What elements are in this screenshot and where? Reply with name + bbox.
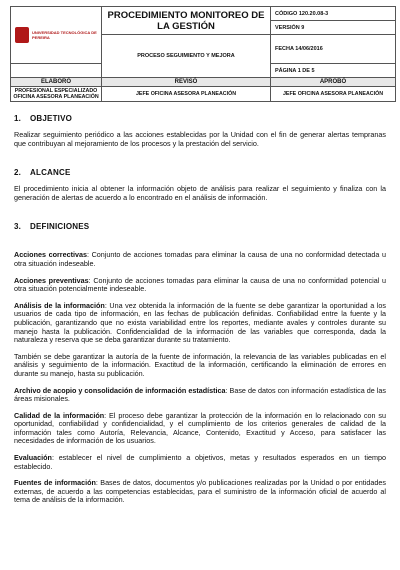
institution-logo-icon bbox=[15, 27, 29, 43]
page-number: PÁGINA 1 DE 5 bbox=[271, 64, 396, 78]
definition-item: Evaluación: establecer el nivel de cumplimiento a objetivos, metas y resultados esperados en un tiempo establecido. bbox=[14, 453, 386, 471]
document-code: CÓDIGO 120.20.08-3 bbox=[271, 7, 396, 21]
objetivo-text: Realizar seguimiento periódico a las acciones establecidas por la Unidad con el fin de generar alertas tempranas que contribuyan al mejoramiento de los procesos y la prestación del servicio. bbox=[14, 130, 386, 148]
document-header-table bbox=[10, 6, 396, 102]
section-title-alcance: 2. ALCANCE bbox=[14, 168, 71, 178]
reviso-value: JEFE OFICINA ASESORA PLANEACIÓN bbox=[102, 87, 271, 102]
section-title-definiciones: 3. DEFINICIONES bbox=[14, 222, 90, 232]
definition-item: Análisis de la información: Una vez obtenida la información de la fuente se debe garantizar la oportunidad a los usuarios de cada tipo de información, en las fechas de publicación definidas. Confiabilidad entre la fuente y la publicación, garantizando que no exista variabilidad entre los reportes, mediante avales y controles durante su manejo hasta la publicación. Confidencialidad de la información de las variables que corresponda, dada la naturaleza y reserva que se deba garantizar durante su tratamiento. bbox=[14, 300, 386, 345]
logo-cell-bottom bbox=[11, 64, 102, 78]
definition-item: Acciones preventivas: Conjunto de acciones tomadas para eliminar la causa de una no conformidad potencial u otra situación potencialmente indeseable. bbox=[14, 275, 386, 294]
document-date: FECHA 14/06/2016 bbox=[271, 35, 396, 64]
definition-item: Archivo de acopio y consolidación de información estadística: Base de datos con información estadística de las áreas misionales. bbox=[14, 385, 386, 404]
logo-cell bbox=[11, 7, 102, 64]
elaboro-header: ELABORÓ bbox=[11, 78, 102, 87]
definition-item: Calidad de la información: El proceso debe garantizar la protección de la información en lo relacionado con su oportunidad, confiabilidad y confidencialidad, y el cumplimiento de los criterios generales de calidad de la información tales como Autoría, Relevancia, Alcance, Contenido, Exactitud y Acceso, para satisfacer las necesidades de información de los usuarios. bbox=[14, 410, 386, 446]
aprobo-header: APROBÓ bbox=[271, 78, 396, 87]
alcance-text: El procedimiento inicia al obtener la información objeto de análisis para realizar el seguimiento y finaliza con la generación de alertas de acuerdo a lo encontrado en el análisis de información. bbox=[14, 184, 386, 202]
aprobo-value: JEFE OFICINA ASESORA PLANEACIÓN bbox=[271, 87, 396, 102]
definition-item: También se debe garantizar la autoría de la fuente de información, la relevancia de las variables publicadas en el análisis y seguimiento de la información. Exactitud de la información, certificando la eliminación de errores en durante su manejo, hasta su publicación. bbox=[14, 351, 386, 378]
definition-item: Acciones correctivas: Conjunto de acciones tomadas para eliminar la causa de una no conformidad detectada u otra situación indeseable. bbox=[14, 250, 386, 268]
section-title-objetivo: 1. OBJETIVO bbox=[14, 114, 73, 123]
elaboro-value: PROFESIONAL ESPECIALIZADO OFICINA ASESORA PLANEACIÓN bbox=[11, 87, 102, 102]
document-version: VERSIÓN 9 bbox=[271, 21, 396, 35]
definition-item: Fuentes de información: Bases de datos, documentos y/o publicaciones realizadas por la Unidad o por entidades externas, de acuerdo a las competencias establecidas, para el suministro de la información oficial de acuerdo al tema de análisis de la información. bbox=[14, 478, 386, 505]
process-name: PROCESO SEGUIMIENTO Y MEJORA bbox=[102, 35, 271, 78]
document-title: PROCEDIMIENTO MONITOREO DE LA GESTIÓN bbox=[102, 7, 271, 35]
reviso-header: REVISÓ bbox=[102, 78, 271, 87]
logo-text: UNIVERSIDAD TECNOLÓGICA DE PEREIRA bbox=[32, 30, 97, 40]
